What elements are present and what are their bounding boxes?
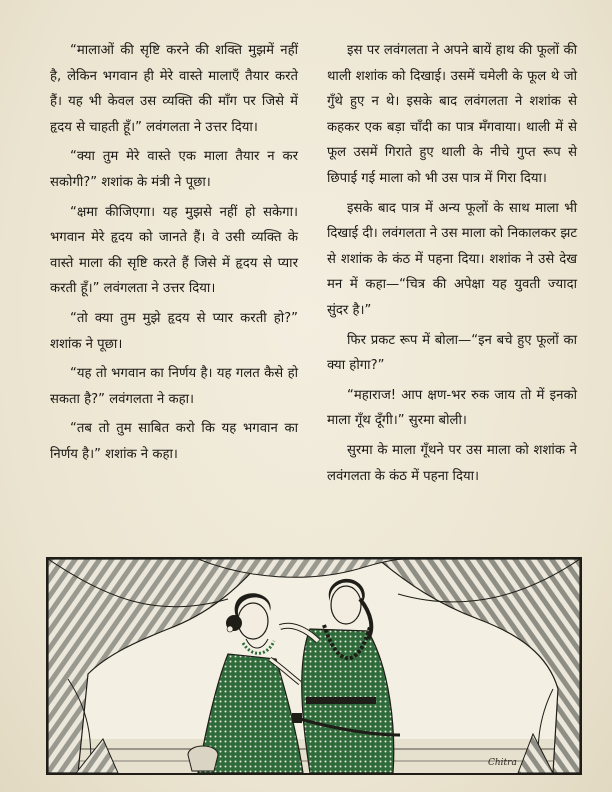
paragraph: “मालाओं की सृष्टि करने की शक्ति मुझमें नहीं है, लेकिन भगवान ही मेरे वास्ते मालाएँ तैयार करते हैं। यह भी केवल उस व्यक्ति की माँग पर जिसे में हृदय से चाहती हूँ।” लवंगलता ने उत्तर दिया। [50,43,298,135]
paragraph: इसके बाद पात्र में अन्य फूलों के साथ माला भी दिखाई दी। लवंगलता ने उस माला को निकालकर झट से शशांक के कंठ में पहना दिया। शशांक ने उसे देख मन में कहा—“चित्र की अपेक्षा यह युवती ज्यादा सुंदर है।” [327,200,577,318]
paragraph: इस पर लवंगलता ने अपने बायें हाथ की फूलों की थाली शशांक को दिखाई। उसमें चमेली के फूल थे जो गुँथे हुए न थे। इसके बाद लवंगलता ने शशांक से कहकर एक बड़ा चाँदी का पात्र मँगवाया। थाली में से फूल उसमें गिराते हुए थाली के नीचे गुप्त रूप से छिपाई गई माला को भी उस पात्र में गिरा दिया। [327,43,577,186]
paragraph: फिर प्रकट रूप में बोला—“इन बचे हुए फूलों का क्या होगा?” [327,332,577,374]
left-text-column [50,38,298,472]
artist-signature: Chitra [488,758,517,768]
paragraph: “तो क्या तुम मुझे हृदय से प्यार करती हो?” शशांक ने पूछा। [50,310,298,352]
story-illustration [46,557,582,775]
right-text-column [327,38,577,493]
silver-vessel [188,746,218,771]
paragraph: “महाराज! आप क्षण-भर रुक जाय तो में इनको माला गूँथ दूँगी।” सुरमा बोली। [327,387,577,429]
paragraph: “यह तो भगवान का निर्णय है। यह गलत कैसे हो सकता है?” लवंगलता ने कहा। [50,366,298,407]
paragraph: “क्या तुम मेरे वास्ते एक माला तैयार न कर सकोगी?” शशांक के मंत्री ने पूछा। [50,149,298,190]
paragraph: “क्षमा कीजिएगा। यह मुझसे नहीं हो सकेगा। भगवान मेरे हृदय को जानते हैं। वे उसी व्यक्ति के वास्ते माला की सृष्टि करते हैं जिसे में हृदय से प्यार करती हूँ।” लवंगलता ने उत्तर दिया। [50,204,298,297]
illustration-drawing [48,559,580,773]
paragraph: सुरमा के माला गूँथने पर उस माला को शशांक ने लवंगलता के कंठ में पहना दिया। [327,442,577,484]
paragraph: “तब तो तुम साबित करो कि यह भगवान का निर्णय है।” शशांक ने कहा। [50,421,298,462]
